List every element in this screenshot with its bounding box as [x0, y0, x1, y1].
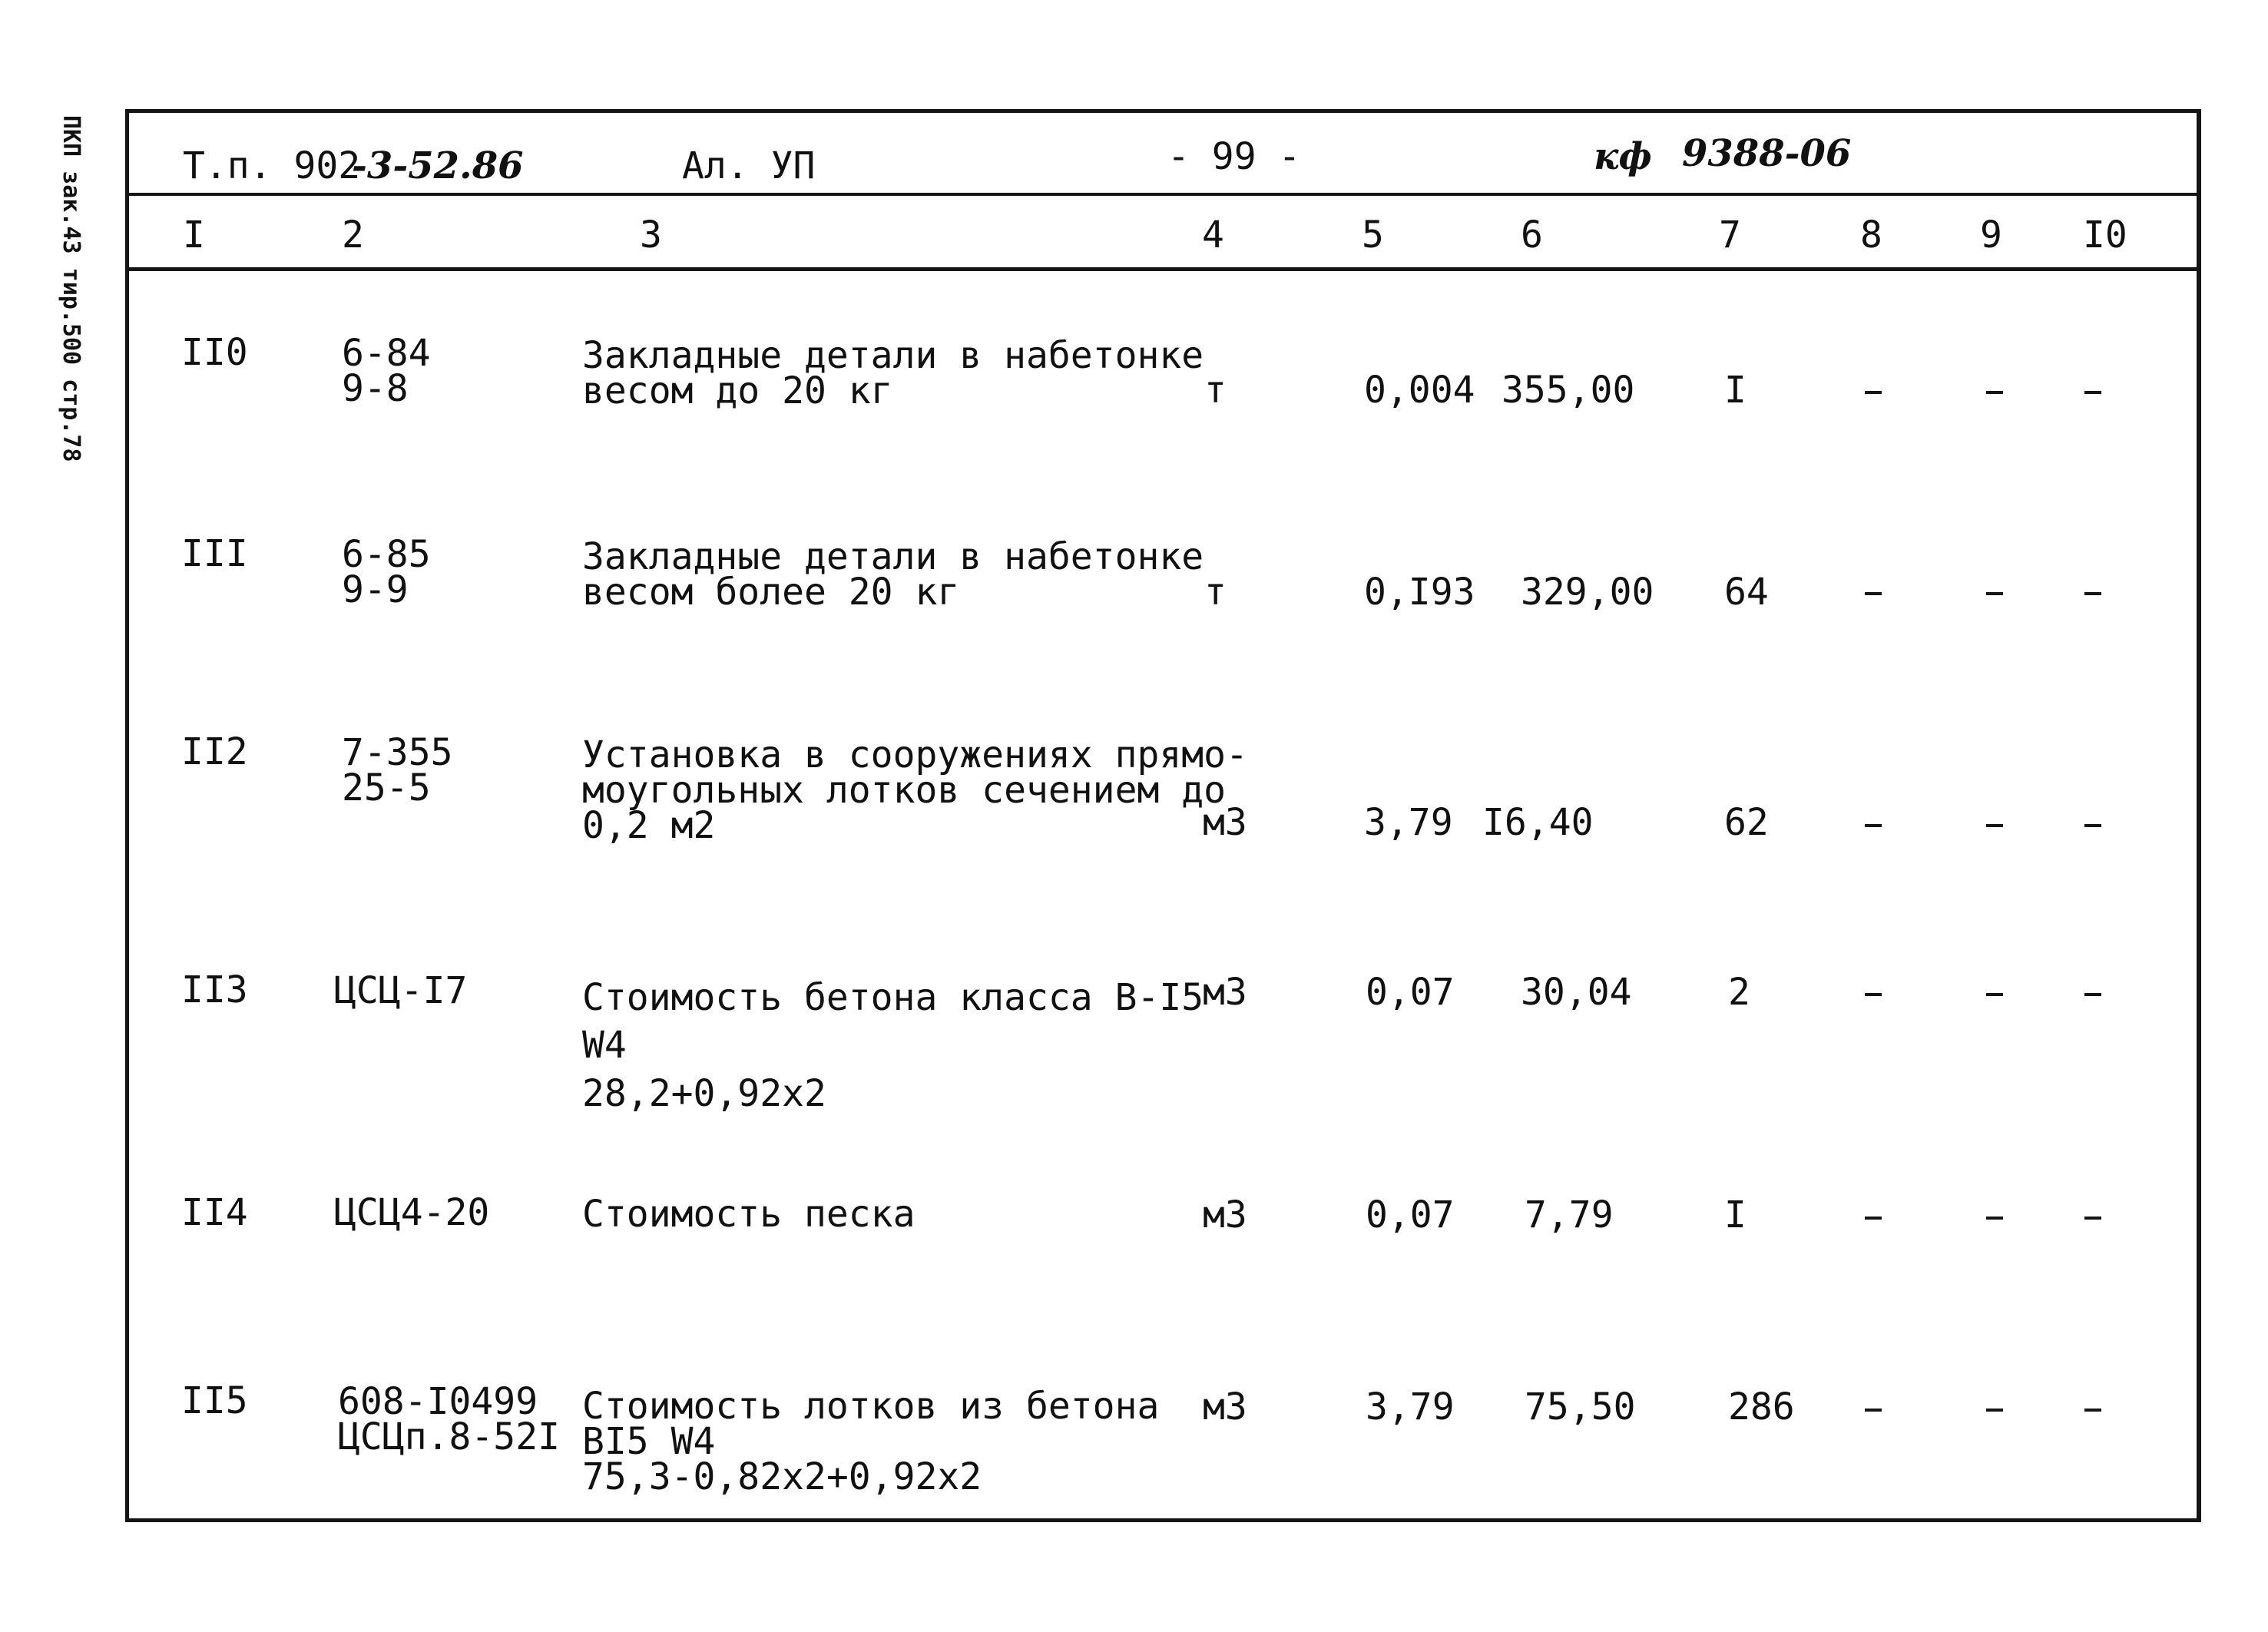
- row-price: 75,50: [1525, 1385, 1636, 1428]
- row-formula: 28,2+0,92х2: [582, 1072, 826, 1115]
- row-unit: м3: [1203, 1385, 1247, 1428]
- row-quantity: 0,I93: [1364, 571, 1475, 614]
- column-number: 2: [342, 214, 364, 257]
- dash-col10: [2084, 1409, 2101, 1412]
- row-quantity: 3,79: [1364, 801, 1453, 844]
- row-number: II0: [181, 331, 248, 374]
- row-quantity: 0,004: [1364, 369, 1475, 412]
- row-description: Стоимость песка: [582, 1193, 915, 1236]
- dash-col9: [1986, 993, 2003, 996]
- row-unit: т: [1204, 571, 1227, 614]
- dash-col9: [1986, 824, 2003, 827]
- dash-col10: [2084, 391, 2101, 394]
- row-total: 286: [1728, 1385, 1795, 1428]
- dash-col8: [1865, 993, 1882, 996]
- row-number: II2: [181, 730, 248, 773]
- row-code: ЦСЦ-I7: [334, 969, 468, 1012]
- dash-col10: [2084, 993, 2101, 996]
- row-unit: м3: [1203, 971, 1247, 1014]
- row-description: Закладные детали в набетонке весом до 20 кг: [582, 334, 1204, 412]
- row-description: Закладные детали в набетонке весом более 20 кг: [582, 535, 1204, 614]
- row-number: II5: [181, 1379, 248, 1422]
- dash-col8: [1865, 1217, 1882, 1220]
- row-number: II3: [181, 968, 248, 1011]
- dash-col10: [2084, 1217, 2101, 1220]
- column-number: I: [183, 214, 205, 257]
- row-description: Стоимость лотков из бетона ВI5 W4 75,3-0,82х2+0,92х2: [582, 1385, 1160, 1498]
- row-code: 608-I0499 ЦСЦп.8-52I: [338, 1380, 560, 1458]
- code-number: 9388-06: [1682, 132, 1852, 175]
- page-number: - 99 -: [1167, 135, 1301, 178]
- row-code: 6-85 9-9: [342, 533, 431, 611]
- side-stamp-text: ПКП зак.43 тир.500 стр.78: [58, 115, 84, 462]
- column-number: I0: [2083, 214, 2127, 257]
- row-quantity: 3,79: [1366, 1385, 1455, 1428]
- dash-col10: [2084, 592, 2101, 595]
- series-suffix: -3-52.86: [352, 144, 524, 187]
- row-price: 7,79: [1525, 1193, 1614, 1236]
- row-unit: т: [1204, 369, 1227, 412]
- row-price: 30,04: [1521, 971, 1632, 1014]
- column-number: 4: [1202, 214, 1224, 257]
- column-number: 7: [1719, 214, 1741, 257]
- row-quantity: 0,07: [1366, 971, 1455, 1014]
- column-number: 9: [1980, 214, 2002, 257]
- row-total: I: [1724, 369, 1747, 412]
- dash-col9: [1986, 1409, 2003, 1412]
- row-price: I6,40: [1482, 801, 1594, 844]
- code-prefix: кф: [1594, 135, 1652, 178]
- row-description: Стоимость бетона класса В-I5 W4: [582, 976, 1204, 1067]
- row-unit: м3: [1203, 1193, 1247, 1236]
- dash-col8: [1865, 391, 1882, 394]
- column-number: 3: [640, 214, 662, 257]
- dash-col9: [1986, 391, 2003, 394]
- row-price: 355,00: [1502, 369, 1635, 412]
- dash-col8: [1865, 824, 1882, 827]
- column-number: 8: [1860, 214, 1882, 257]
- row-code: ЦСЦ4-20: [334, 1191, 490, 1234]
- side-stamp: [31, 115, 92, 515]
- row-total: I: [1724, 1193, 1747, 1236]
- album-label: Ал. УП: [682, 144, 816, 187]
- column-number: 5: [1362, 214, 1384, 257]
- row-quantity: 0,07: [1366, 1193, 1455, 1236]
- row-number: II4: [181, 1191, 248, 1234]
- dash-col9: [1986, 1217, 2003, 1220]
- row-total: 64: [1724, 571, 1769, 614]
- column-number: 6: [1521, 214, 1543, 257]
- series-prefix: Т.п. 902: [183, 144, 361, 187]
- dash-col10: [2084, 824, 2101, 827]
- dash-col8: [1865, 1409, 1882, 1412]
- row-code: 6-84 9-8: [342, 332, 431, 410]
- row-total: 62: [1724, 801, 1769, 844]
- row-code: 7-355 25-5: [342, 731, 453, 809]
- row-unit: м3: [1203, 801, 1247, 844]
- column-number-divider: [125, 267, 2201, 271]
- row-description: Установка в сооружениях прямо- моугольных лотков сечением до 0,2 м2: [582, 733, 1248, 847]
- row-number: III: [181, 532, 248, 575]
- header-divider: [125, 193, 2201, 196]
- row-total: 2: [1728, 971, 1750, 1014]
- dash-col9: [1986, 592, 2003, 595]
- row-price: 329,00: [1521, 571, 1654, 614]
- dash-col8: [1865, 592, 1882, 595]
